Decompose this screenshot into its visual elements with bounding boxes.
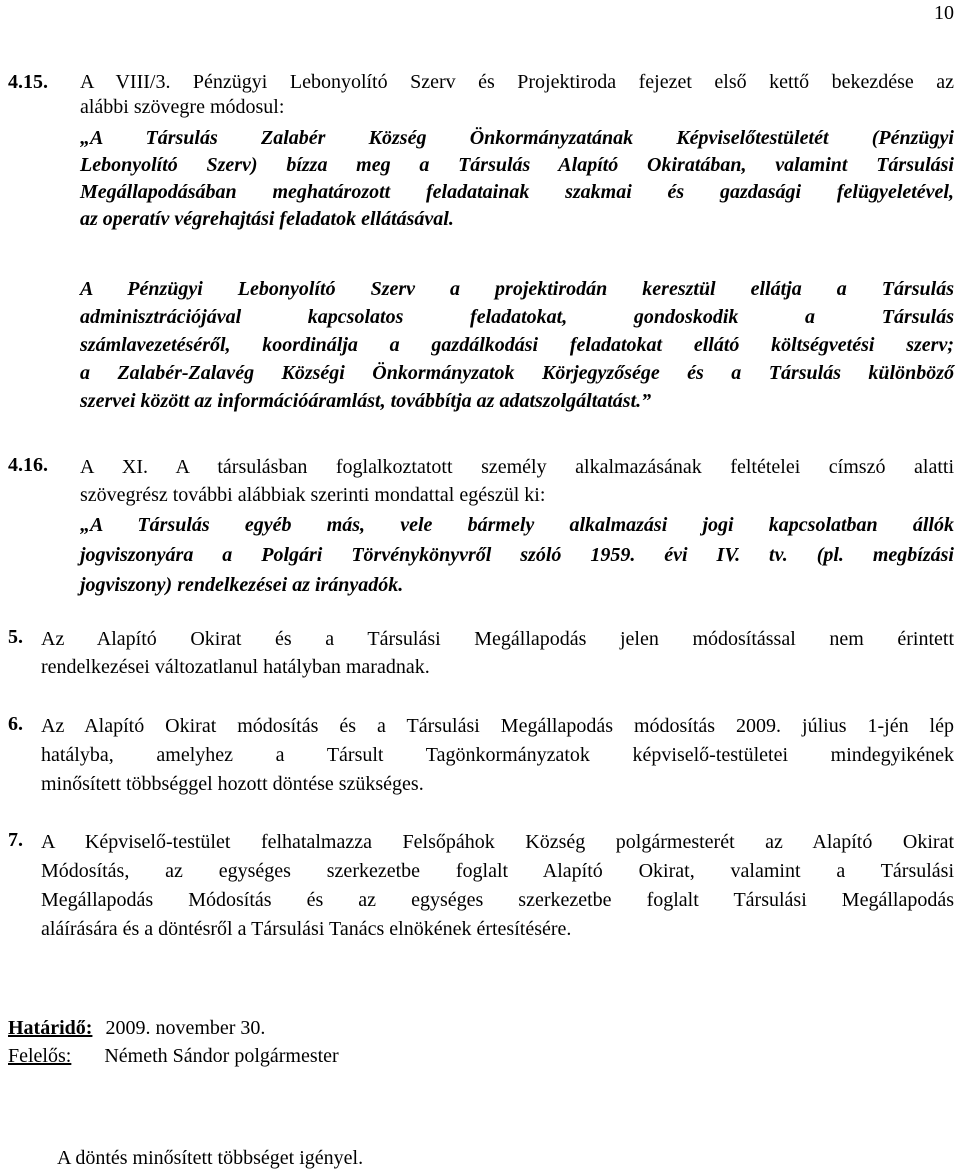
- page-number: 10: [934, 2, 954, 24]
- deadline-value: 2009. november 30.: [105, 1017, 266, 1039]
- section-4-15-quote-2: [80, 275, 954, 415]
- responsible-label: Felelős:: [8, 1045, 72, 1067]
- quote-line: a Zalabér-Zalavég Községi Önkormányzatok Körjegyzősége és a Társulás különböző: [80, 362, 954, 384]
- quote-line: „A Társulás egyéb más, vele bármely alkalmazási jogi kapcsolatban állók: [80, 514, 954, 536]
- quote-line: Lebonyolító Szerv) bízza meg a Társulás Alapító Okiratában, valamint Társulási: [80, 154, 954, 176]
- quote-line: „A Társulás Zalabér Község Önkormányzatának Képviselőtestületét (Pénzügyi: [80, 127, 954, 149]
- quote-line: szervei között az információáramlást, továbbítja az adatszolgáltatást.”: [80, 390, 652, 412]
- section-number: 5.: [8, 626, 23, 648]
- section-7-text: [41, 828, 954, 944]
- section-number: 4.16.: [8, 454, 48, 476]
- section-4-15-intro: [80, 70, 954, 120]
- text-line: Az Alapító Okirat és a Társulási Megállapodás jelen módosítással nem érintett: [41, 628, 954, 650]
- responsible: [8, 1044, 608, 1069]
- note-text: A döntés minősített többséget igényel.: [57, 1147, 364, 1169]
- text-line: rendelkezései változatlanul hatályban maradnak.: [41, 656, 430, 678]
- section-6-text: [41, 712, 954, 799]
- section-4-16-intro: [80, 453, 954, 509]
- text-line: alábbi szövegre módosul:: [80, 96, 285, 118]
- text-line: minősített többséggel hozott döntése szükséges.: [41, 773, 424, 795]
- section-number: 4.15.: [8, 71, 48, 93]
- text-line: aláírására és a döntésről a Társulási Tanács elnökének értesítésére.: [41, 918, 572, 940]
- quote-line: jogviszony) rendelkezései az irányadók.: [80, 574, 404, 596]
- quote-line: jogviszonyára a Polgári Törvénykönyvről szóló 1959. évi IV. tv. (pl. megbízási: [80, 544, 954, 566]
- quote-line: adminisztrációjával kapcsolatos feladatokat, gondoskodik a Társulás: [80, 306, 954, 328]
- decision-note: [57, 1146, 657, 1171]
- responsible-value: Németh Sándor polgármester: [104, 1045, 339, 1067]
- text-line: Megállapodás Módosítás és az egységes szerkezetbe foglalt Társulási Megállapodás: [41, 889, 954, 911]
- text-line: A VIII/3. Pénzügyi Lebonyolító Szerv és Projektiroda fejezet első kettő bekezdése az: [80, 71, 954, 93]
- section-5-text: [41, 625, 954, 681]
- text-line: A XI. A társulásban foglalkoztatott személy alkalmazásának feltételei címszó alatti: [80, 456, 954, 478]
- section-4-16-quote: [80, 510, 954, 600]
- quote-line: Megállapodásában meghatározott feladatainak szakmai és gazdasági felügyeletével,: [80, 181, 954, 203]
- section-number: 6.: [8, 713, 23, 735]
- text-line: szövegrész további alábbiak szerinti mondattal egészül ki:: [80, 484, 546, 506]
- quote-line: az operatív végrehajtási feladatok ellátásával.: [80, 208, 454, 230]
- deadline-label: Határidő:: [8, 1017, 93, 1039]
- section-number: 7.: [8, 829, 23, 851]
- text-line: A Képviselő-testület felhatalmazza Felsőpáhok Község polgármesterét az Alapító Okirat: [41, 831, 954, 853]
- quote-line: számlavezetéséről, koordinálja a gazdálkodási feladatokat ellátó költségvetési szerv;: [80, 334, 954, 356]
- section-4-15-quote-1: [80, 125, 954, 233]
- deadline: [8, 1016, 608, 1041]
- quote-line: A Pénzügyi Lebonyolító Szerv a projektirodán keresztül ellátja a Társulás: [80, 278, 954, 300]
- text-line: hatályba, amelyhez a Társult Tagönkormányzatok képviselő-testületei mindegyikének: [41, 744, 954, 766]
- text-line: Az Alapító Okirat módosítás és a Társulási Megállapodás módosítás 2009. július 1-jén lép: [41, 715, 954, 737]
- text-line: Módosítás, az egységes szerkezetbe foglalt Alapító Okirat, valamint a Társulási: [41, 860, 954, 882]
